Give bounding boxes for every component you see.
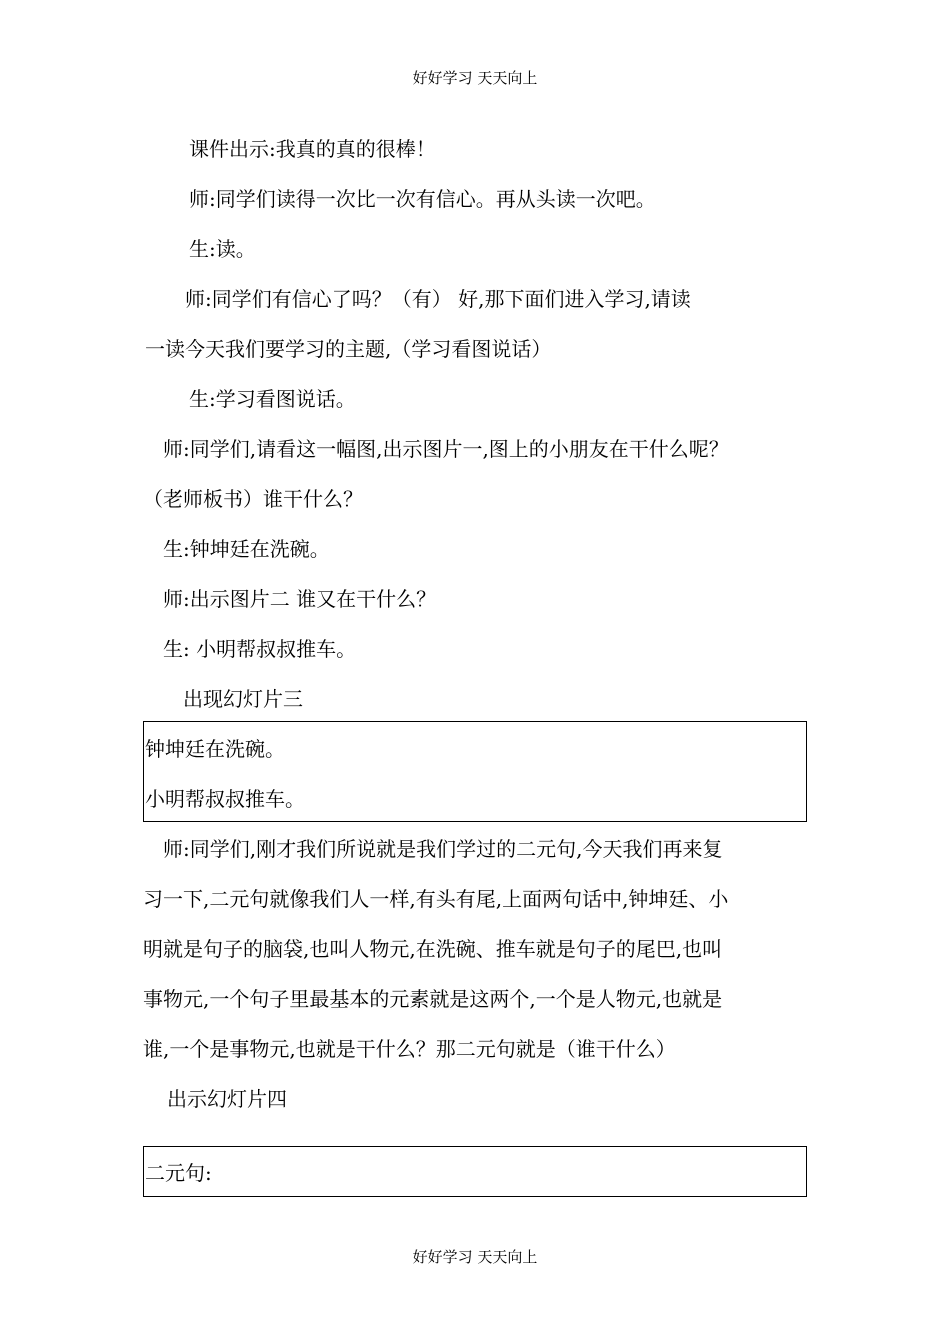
slide-three-box (143, 721, 807, 822)
paragraph-line: 生:学习看图说话。 (189, 387, 356, 411)
paragraph-line: 习一下,二元句就像我们人一样,有头有尾,上面两句话中,钟坤廷、小 (143, 887, 729, 911)
paragraph-line: 师:同学们有信心了吗？（有） 好,那下面们进入学习,请读 (185, 287, 691, 311)
paragraph-line: 事物元,一个句子里最基本的元素就是这两个,一个是人物元,也就是 (143, 987, 723, 1011)
page-footer: 好好学习 天天向上 (412, 1248, 538, 1266)
paragraph-line: 师:同学们,刚才我们所说就是我们学过的二元句,今天我们再来复 (163, 837, 723, 861)
box-line: 二元句: (145, 1161, 212, 1185)
box-line: 小明帮叔叔推车。 (145, 787, 305, 811)
paragraph-line: 出示幻灯片四 (167, 1087, 287, 1111)
paragraph-line: 生:钟坤廷在洗碗。 (163, 537, 330, 561)
paragraph-line: 明就是句子的脑袋,也叫人物元,在洗碗、推车就是句子的尾巴,也叫 (143, 937, 723, 961)
paragraph-line: 师:同学们,请看这一幅图,出示图片一,图上的小朋友在干什么呢？ (163, 437, 729, 461)
paragraph-line: 生:读。 (189, 237, 256, 261)
paragraph-line: 出现幻灯片三 (183, 687, 303, 711)
paragraph-line: 谁,一个是事物元,也就是干什么？那二元句就是（谁干什么） (143, 1037, 676, 1061)
paragraph-line: 课件出示:我真的真的很棒！ (189, 137, 436, 161)
paragraph-line: 师:同学们读得一次比一次有信心。再从头读一次吧。 (189, 187, 656, 211)
page-header: 好好学习 天天向上 (412, 69, 538, 87)
paragraph-line: 一读今天我们要学习的主题,（学习看图说话） (145, 337, 552, 361)
paragraph-line: 生: 小明帮叔叔推车。 (163, 637, 357, 661)
paragraph-line: 师:出示图片二 谁又在干什么？ (163, 587, 437, 611)
paragraph-line: （老师板书）谁干什么？ (143, 487, 363, 511)
box-line: 钟坤廷在洗碗。 (145, 737, 285, 761)
slide-four-box (143, 1146, 807, 1197)
